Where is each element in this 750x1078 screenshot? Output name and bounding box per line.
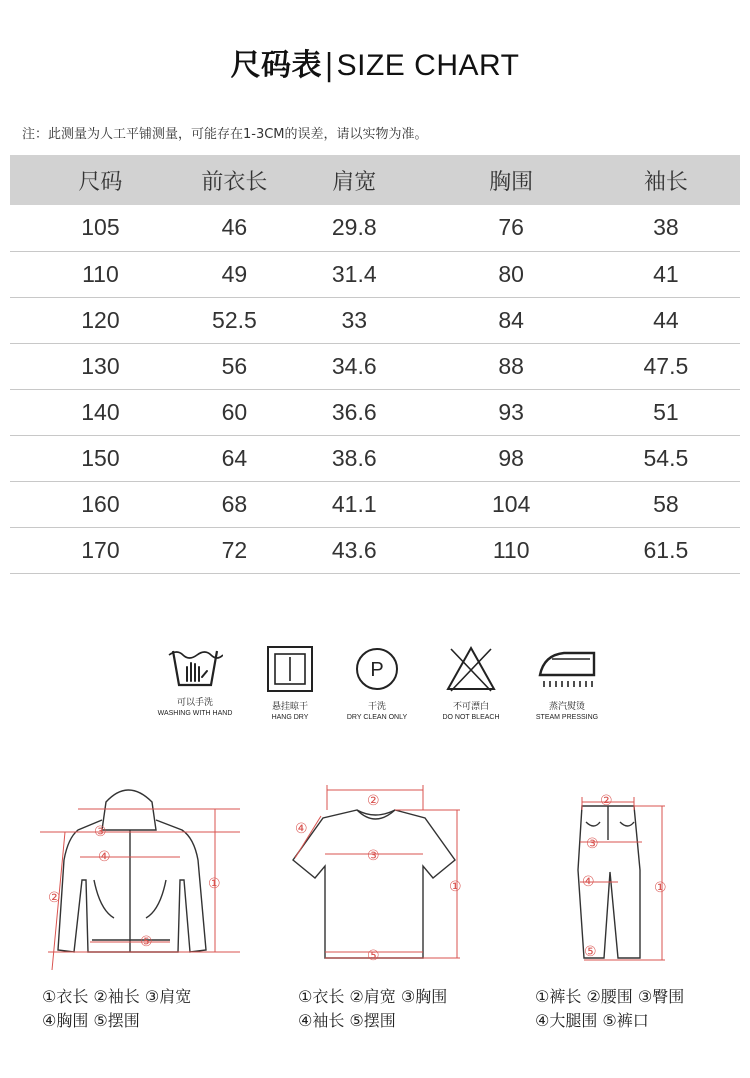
steam-iron-icon <box>536 645 598 693</box>
tshirt-marker-1: ① <box>449 879 462 895</box>
table-cell: 41.1 <box>278 481 431 527</box>
care-steam-iron-cn: 蒸汽熨烫 <box>548 702 585 712</box>
header-shoulder: 肩宽 <box>278 155 431 205</box>
table-cell: 47.5 <box>592 343 740 389</box>
header-sleeve: 袖长 <box>592 155 740 205</box>
hand-wash-icon <box>167 645 223 689</box>
table-cell: 58 <box>592 481 740 527</box>
care-no-bleach-cn: 不可漂白 <box>452 702 489 712</box>
pants-legend-line-1: ①裤长 ②腰围 ③臀围 <box>535 987 685 1006</box>
header-chest: 胸围 <box>431 155 592 205</box>
tshirt-marker-3: ③ <box>367 848 380 864</box>
header-size: 尺码 <box>10 155 191 205</box>
table-cell: 76 <box>431 205 592 251</box>
table-cell: 72 <box>191 527 278 573</box>
table-cell: 54.5 <box>592 435 740 481</box>
table-row <box>10 251 740 297</box>
jacket-legend <box>42 985 191 1033</box>
table-cell: 105 <box>10 205 191 251</box>
table-cell: 64 <box>191 435 278 481</box>
jacket-marker-4: ④ <box>98 849 111 865</box>
table-cell: 38 <box>592 205 740 251</box>
table-cell: 38.6 <box>278 435 431 481</box>
pants-marker-2: ② <box>600 793 613 809</box>
table-cell: 46 <box>191 205 278 251</box>
table-cell: 60 <box>191 389 278 435</box>
tshirt-legend <box>298 985 447 1033</box>
dry-clean-icon <box>353 645 401 693</box>
table-cell: 31.4 <box>278 251 431 297</box>
care-hand-wash <box>140 645 250 717</box>
pants-marker-5: ⑤ <box>584 944 597 960</box>
table-cell: 49 <box>191 251 278 297</box>
tshirt-outline <box>293 810 455 958</box>
table-row <box>10 343 740 389</box>
table-cell: 29.8 <box>278 205 431 251</box>
care-no-bleach-en: DO NOT BLEACH <box>442 714 500 721</box>
table-cell: 34.6 <box>278 343 431 389</box>
care-dry-clean-en: DRY CLEAN ONLY <box>346 714 408 721</box>
tshirt-marker-4: ④ <box>295 821 308 837</box>
pants-markers <box>582 793 667 960</box>
title-separator: | <box>324 48 335 83</box>
table-cell: 110 <box>431 527 592 573</box>
pants-marker-4: ④ <box>582 874 595 890</box>
pants-marker-1: ① <box>654 880 667 896</box>
care-hand-wash-en: WASHING WITH HAND <box>157 710 233 717</box>
table-cell: 98 <box>431 435 592 481</box>
table-cell: 150 <box>10 435 191 481</box>
table-cell: 110 <box>10 251 191 297</box>
dry-clean-symbol: P <box>370 659 384 681</box>
header-length: 前衣长 <box>191 155 278 205</box>
table-cell: 52.5 <box>191 297 278 343</box>
jacket-marker-3: ③ <box>94 824 107 840</box>
table-cell: 93 <box>431 389 592 435</box>
care-steam-iron <box>512 645 622 721</box>
title-cn: 尺码表 <box>230 48 323 83</box>
tshirt-marker-5: ⑤ <box>367 948 380 964</box>
care-hang-dry-en: HANG DRY <box>271 714 309 721</box>
table-cell: 41 <box>592 251 740 297</box>
page-title <box>0 40 750 84</box>
table-cell: 160 <box>10 481 191 527</box>
pants-diagram <box>560 780 680 975</box>
table-cell: 56 <box>191 343 278 389</box>
tshirt-diagram <box>285 780 495 975</box>
tshirt-marker-2: ② <box>367 793 380 809</box>
care-steam-iron-en: STEAM PRESSING <box>535 714 599 721</box>
jacket-legend-line-1: ①衣长 ②袖长 ③肩宽 <box>42 987 192 1006</box>
tshirt-legend-line-2: ④袖长 ⑤摆围 <box>298 1011 396 1030</box>
table-cell: 104 <box>431 481 592 527</box>
table-cell: 170 <box>10 527 191 573</box>
table-cell: 68 <box>191 481 278 527</box>
pants-legend-line-2: ④大腿围 ⑤裤口 <box>535 1011 649 1030</box>
pants-marker-3: ③ <box>586 836 599 852</box>
jacket-marker-1: ① <box>208 876 221 892</box>
table-cell: 120 <box>10 297 191 343</box>
pants-legend <box>535 985 684 1033</box>
jacket-marker-5: ⑤ <box>140 934 153 950</box>
jacket-legend-line-2: ④胸围 ⑤摆围 <box>42 1011 140 1030</box>
jacket-diagram <box>30 780 250 975</box>
table-row <box>10 481 740 527</box>
table-header-row <box>10 155 740 205</box>
table-cell: 33 <box>278 297 431 343</box>
table-row <box>10 435 740 481</box>
table-cell: 44 <box>592 297 740 343</box>
care-dry-clean-cn: 干洗 <box>367 702 386 712</box>
table-cell: 80 <box>431 251 592 297</box>
table-body <box>10 205 740 573</box>
care-hand-wash-cn: 可以手洗 <box>176 698 213 708</box>
jacket-markers <box>48 824 221 950</box>
no-bleach-icon <box>445 645 497 693</box>
table-cell: 130 <box>10 343 191 389</box>
table-cell: 43.6 <box>278 527 431 573</box>
title-en: SIZE CHART <box>336 49 520 82</box>
measurement-note: 注：此测量为人工平铺测量，可能存在1-3CM的误差，请以实物为准。 <box>22 127 428 142</box>
table-row <box>10 205 740 251</box>
table-cell: 88 <box>431 343 592 389</box>
care-hang-dry-cn: 悬挂晾干 <box>271 702 308 712</box>
jacket-marker-2: ② <box>48 890 61 906</box>
hang-dry-icon <box>266 645 314 693</box>
table-cell: 61.5 <box>592 527 740 573</box>
table-row <box>10 527 740 573</box>
table-row <box>10 297 740 343</box>
table-cell: 140 <box>10 389 191 435</box>
table-cell: 36.6 <box>278 389 431 435</box>
care-no-bleach <box>416 645 526 721</box>
jacket-outline <box>58 790 206 952</box>
table-row <box>10 389 740 435</box>
tshirt-legend-line-1: ①衣长 ②肩宽 ③胸围 <box>298 987 448 1006</box>
table-cell: 51 <box>592 389 740 435</box>
size-table <box>10 155 740 574</box>
table-cell: 84 <box>431 297 592 343</box>
